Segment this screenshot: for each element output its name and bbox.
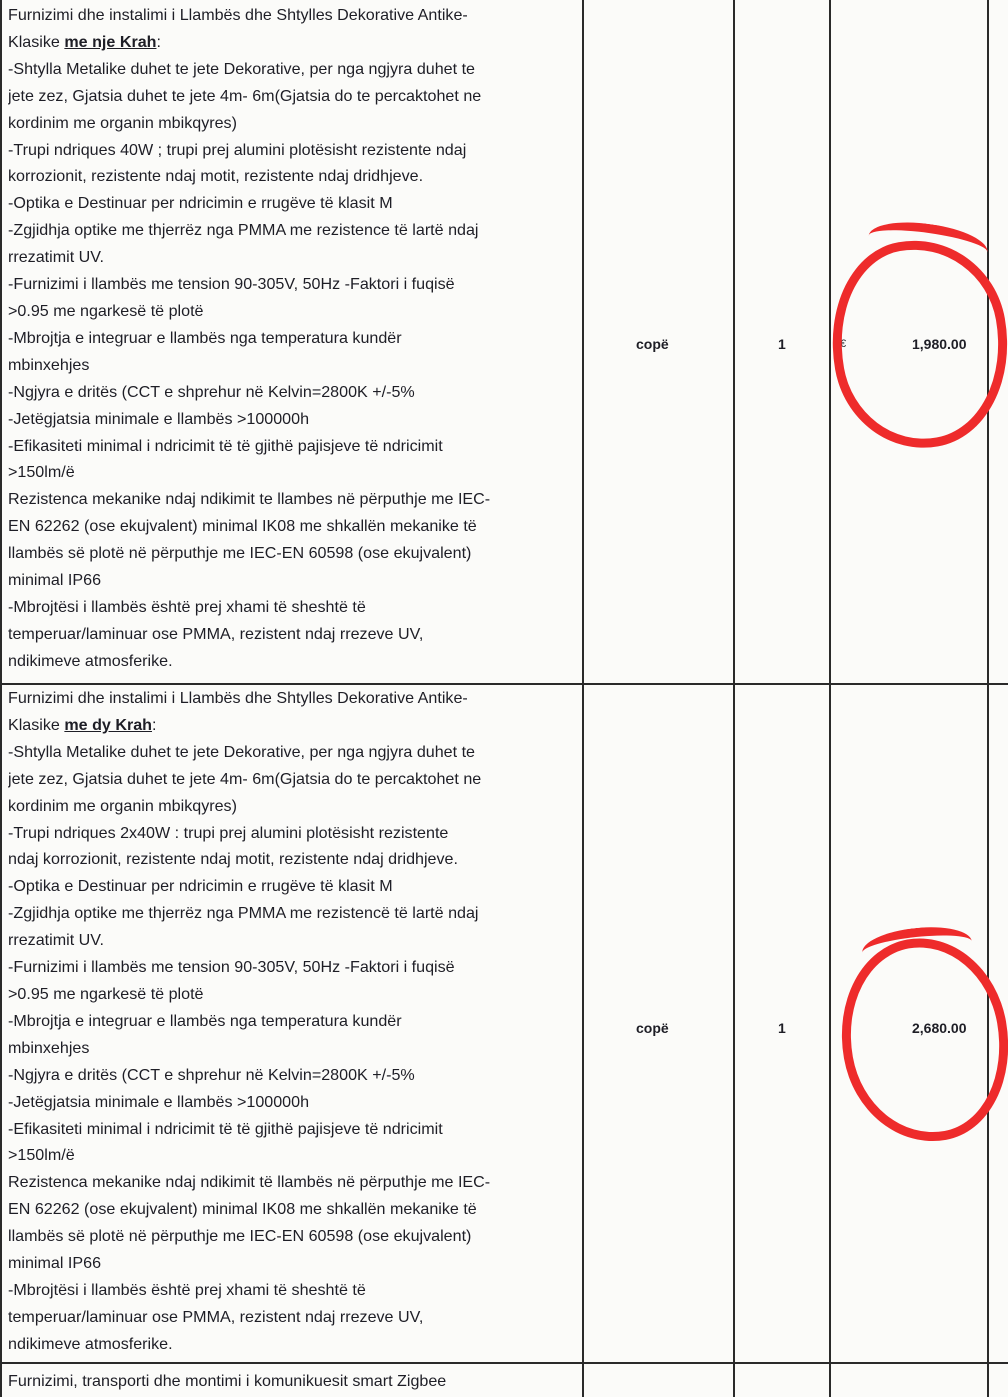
description-line: temperuar/laminuar ose PMMA, rezistent ndaj rrezeve UV, [8,624,424,643]
description-line: -Optika e Destinuar per ndricimin e rrugëve të klasit M [8,877,393,896]
description-line: >0.95 me ngarkesë të plotë [8,984,204,1003]
column-divider [0,0,2,1397]
description-line: temperuar/laminuar ose PMMA, rezistent ndaj rrezeve UV, [8,1307,424,1326]
description-line: -Zgjidhja optike me thjerrëz nga PMMA me rezistencë të lartë ndaj [8,904,479,923]
description-line: -Shtylla Metalike duhet te jete Dekorative, per nga ngjyra duhet te [8,59,475,78]
description-text: : [152,715,157,734]
description-line: Furnizimi, transporti dhe montimi i komunikuesit smart Zigbee [8,1372,447,1390]
description-line: -Shtylla Metalike duhet te jete Dekorative, per nga ngjyra duhet te [8,742,475,761]
description-line: -Trupi ndriques 40W ; trupi prej alumini plotësisht rezistente ndaj [8,140,467,159]
description-line: EN 62262 (ose ekujvalent) minimal IK08 me shkallën mekanike të [8,1200,477,1219]
description-line: -Mbrojtja e integruar e llambës nga temperatura kundër [8,1011,402,1030]
description-line: ndikimeve atmosferike. [8,1334,173,1353]
description-line: -Furnizimi i llambës me tension 90-305V, 50Hz -Faktori i fuqisë [8,275,455,294]
description-line: rrezatimit UV. [8,248,104,267]
description-line: -Mbrojtja e integruar e llambës nga temperatura kundër [8,328,402,347]
description-line: ndikimeve atmosferike. [8,651,173,670]
emphasis-text: me nje Krah [64,32,157,51]
column-divider [987,0,989,1397]
description-line: minimal IP66 [8,571,102,590]
price-cell: 1,980.00 [912,336,967,352]
description-line [8,712,583,739]
description-line: mbinxehjes [8,355,90,374]
column-divider [733,0,735,1397]
description-line: -Efikasiteti minimal i ndricimit të të gjithë pajisjeve të ndricimit [8,1119,443,1138]
column-divider [829,0,831,1397]
description-line: -Efikasiteti minimal i ndricimit të të gjithë pajisjeve të ndricimit [8,436,443,455]
description-line: -Jetëgjatsia minimale e llambës >100000h [8,1092,310,1111]
description-line: Furnizimi dhe instalimi i Llambës dhe Shtylles Dekorative Antike- [8,6,468,24]
description-line: minimal IP66 [8,1254,102,1273]
description-line: Rezistenca mekanike ndaj ndikimit të llambës në përputhje me IEC- [8,1173,491,1192]
row-divider [0,1362,1008,1364]
description-line: ndaj korrozionit, rezistente ndaj motit, rezistente ndaj dridhjeve. [8,850,458,869]
description-line: >150lm/ë [8,463,75,482]
description-line: llambës së plotë në përputhje me IEC-EN 60598 (ose ekujvalent) [8,1227,472,1246]
currency-symbol: € [840,338,847,350]
description-line: >150lm/ë [8,1146,75,1165]
description-line: llambës së plotë në përputhje me IEC-EN 60598 (ose ekujvalent) [8,544,472,563]
row-description [8,1368,583,1395]
description-line: -Jetëgjatsia minimale e llambës >100000h [8,409,310,428]
description-line: -Mbrojtësi i llambës është prej xhami të sheshtë të [8,1280,366,1299]
description-line: -Mbrojtësi i llambës është prej xhami të sheshtë të [8,597,366,616]
description-line: mbinxehjes [8,1038,90,1057]
description-line: kordinim me organin mbikqyres) [8,796,237,815]
description-text: Klasike [8,32,65,51]
description-line: -Trupi ndriques 2x40W : trupi prej alumini plotësisht rezistente [8,823,449,842]
description-line: rrezatimit UV. [8,931,104,950]
description-line: jete zez, Gjatsia duhet te jete 4m- 6m(Gjatsia do te percaktohet ne [8,86,482,105]
price-cell: 2,680.00 [912,1020,967,1036]
description-line: Furnizimi dhe instalimi i Llambës dhe Shtylles Dekorative Antike- [8,689,468,707]
description-line: -Ngjyra e dritës (CCT e shprehur në Kelvin=2800K +/-5% [8,382,415,401]
description-line: jete zez, Gjatsia duhet te jete 4m- 6m(Gjatsia do te percaktohet ne [8,769,482,788]
description-line [8,29,583,56]
description-line: kordinim me organin mbikqyres) [8,113,237,132]
emphasis-text: me dy Krah [64,715,153,734]
description-line: -Ngjyra e dritës (CCT e shprehur në Kelvin=2800K +/-5% [8,1065,415,1084]
description-line: >0.95 me ngarkesë të plotë [8,301,204,320]
description-line: EN 62262 (ose ekujvalent) minimal IK08 me shkallën mekanike të [8,517,477,536]
description-line: Rezistenca mekanike ndaj ndikimit te llambes në përputhje me IEC- [8,490,491,509]
quantity-cell: 1 [778,1020,786,1036]
row-description [8,685,583,1358]
description-line: -Furnizimi i llambës me tension 90-305V, 50Hz -Faktori i fuqisë [8,958,455,977]
description-line: korrozionit, rezistente ndaj motit, rezistente ndaj dridhjeve. [8,167,424,186]
quantity-cell: 1 [778,336,786,352]
row-description [8,2,583,675]
description-text: : [156,32,161,51]
description-line: -Optika e Destinuar per ndricimin e rrugëve të klasit M [8,194,393,213]
unit-cell: copë [636,336,669,352]
description-text: Klasike [8,715,65,734]
unit-cell: copë [636,1020,669,1036]
description-line: -Zgjidhja optike me thjerrëz nga PMMA me rezistence të lartë ndaj [8,221,479,240]
